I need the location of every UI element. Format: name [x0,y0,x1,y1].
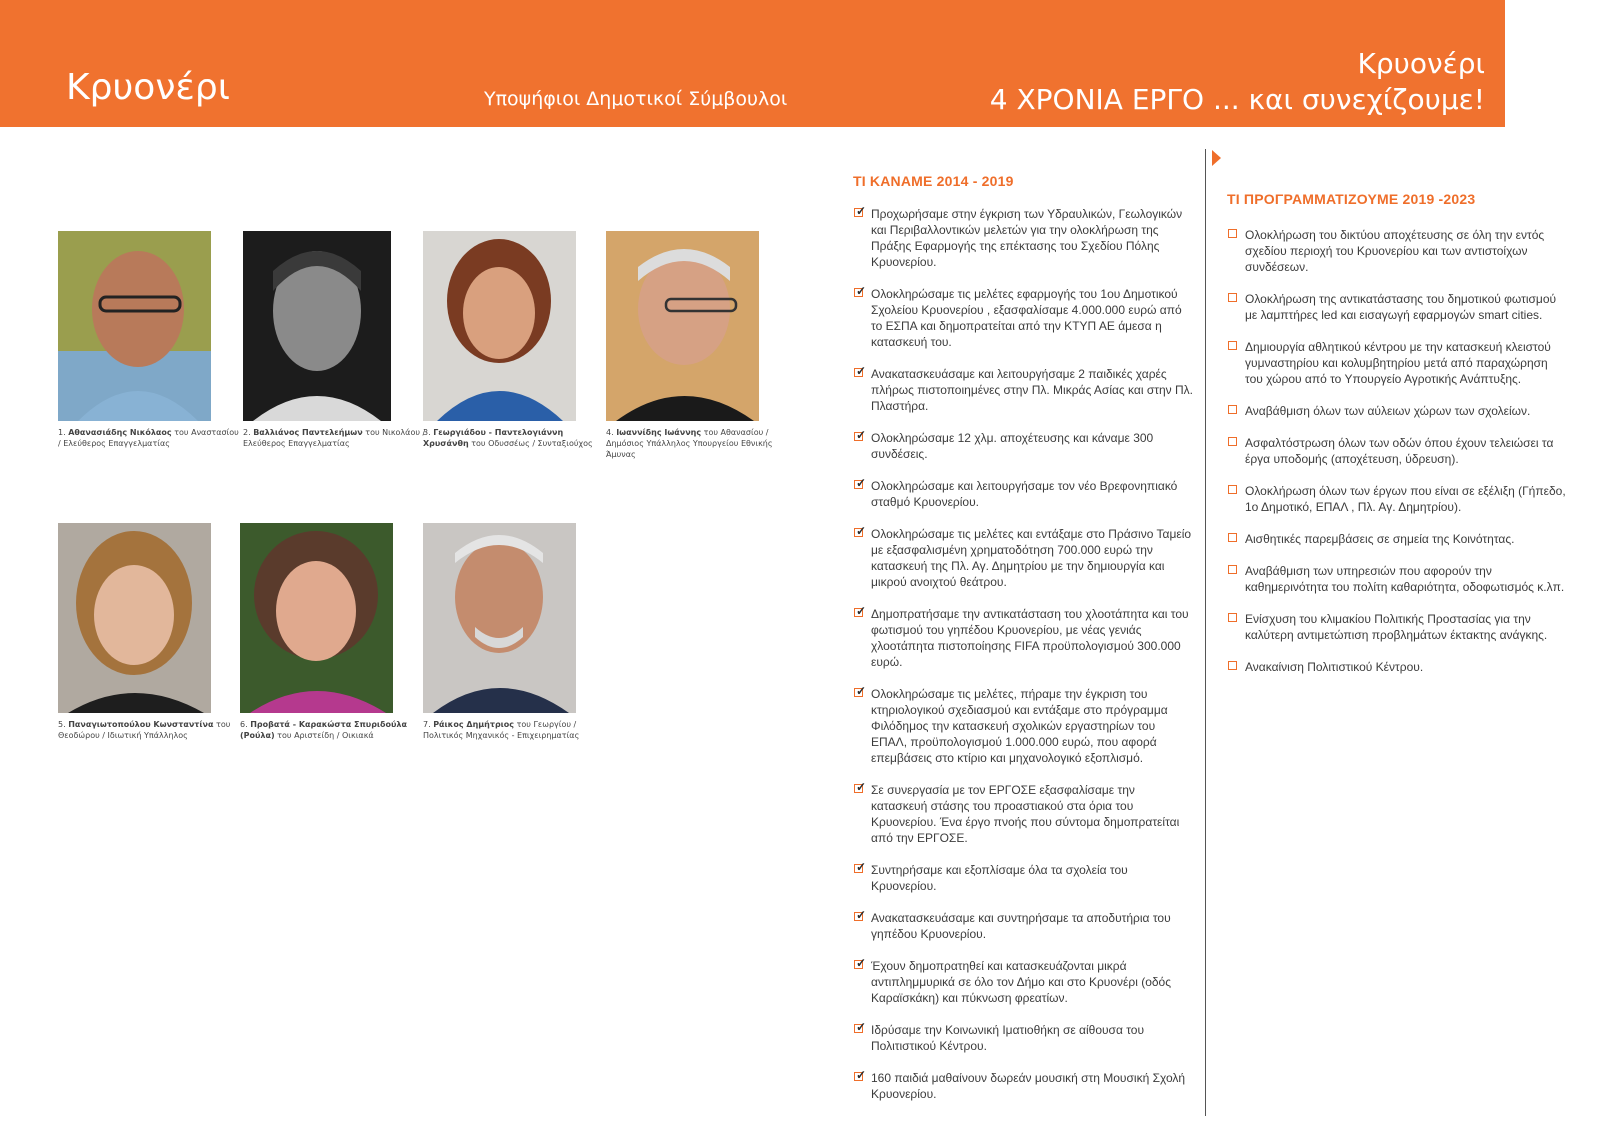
done-item-text: Ολοκληρώσαμε τις μελέτες εφαρμογής του 1ου Δημοτικού Σχολείου Κρυονερίου , εξασφαλίσαμε 4.000.000 ευρώ από το ΕΣΠΑ και δημοπρατείται από την ΚΤΥΠ ΑΕ άμεσα η κατασκευή του. [871,287,1182,349]
candidate-card [58,523,243,741]
done-item-text: Δημοπρατήσαμε την αντικατάσταση του χλοοτάπητα και του φωτισμού του γηπέδου Κρυονερίου, με νέας γενιάς χλοοτάπητα πιστοποίησης FIFA προϋπολογισμού 300.000 ευρώ. [871,607,1189,669]
done-list-item [854,478,1194,510]
header-subtitle: Υποψήφιοι Δημοτικοί Σύμβουλοι [484,88,788,110]
plan-list-item [1228,563,1568,595]
checkmark-icon: ✓ [856,524,867,538]
done-item-text: 160 παιδιά μαθαίνουν δωρεάν μουσική στη Μουσική Σχολή Κρυονερίου. [871,1071,1186,1101]
done-list-item [854,526,1194,590]
header-right-slogan: 4 ΧΡΟΝΙΑ ΕΡΓΟ ... και συνεχίζουμε! [989,83,1485,116]
done-list-item [854,1022,1194,1054]
plan-item-text: Δημιουργία αθλητικού κέντρου με την κατασκευή κλειστού γυμναστηρίου και κολυμβητηρίου μετά από παραχώρηση του χώρου από το Υπουργείο Αγροτικής Ανάπτυξης. [1245,340,1551,386]
checkmark-icon: ✓ [856,1020,867,1034]
plan-item-text: Ανακαίνιση Πολιτιστικού Κέντρου. [1245,660,1424,674]
arrow-right-icon [1212,150,1221,166]
checked-box-icon [854,428,867,442]
checkmark-icon: ✓ [856,780,867,794]
checked-box-icon [854,364,867,378]
header-banner [0,0,1505,127]
empty-box-icon [1228,661,1237,670]
done-list-item [854,862,1194,894]
checked-box-icon [854,604,867,618]
plan-list-item [1228,611,1568,643]
column-divider [1205,149,1206,1116]
done-list-item [854,686,1194,766]
plan-list-item [1228,403,1568,419]
candidate-card [243,231,428,449]
done-item-text: Συντηρήσαμε και εξοπλίσαμε όλα τα σχολεία του Κρυονερίου. [871,863,1128,893]
candidate-photo [423,231,576,421]
candidate-card [606,231,791,460]
done-list-item [854,1070,1194,1102]
checked-box-icon [854,860,867,874]
checkmark-icon: ✓ [856,364,867,378]
done-list-item [854,206,1194,270]
checkmark-icon: ✓ [856,204,867,218]
done-list-item [854,782,1194,846]
checked-box-icon [854,956,867,970]
checked-box-icon [854,1020,867,1034]
empty-box-icon [1228,485,1237,494]
plan-item-text: Αναβάθμιση όλων των αύλειων χώρων των σχολείων. [1245,404,1531,418]
plan-item-text: Ολοκλήρωση όλων των έργων που είναι σε εξέλιξη (Γήπεδο, 1ο Δημοτικό, ΕΠΑΛ , Πλ. Αγ. Δημητρίου). [1245,484,1566,514]
done-list-item [854,910,1194,942]
candidate-caption: 6. Προβατά - Καρακώστα Σπυριδούλα (Ρούλα) του Αριστείδη / Οικιακά [240,720,407,740]
plan-list-item [1228,435,1568,467]
empty-box-icon [1228,565,1237,574]
candidate-caption: 1. Αθανασιάδης Νικόλαος του Αναστασίου / Ελεύθερος Επαγγελματίας [58,428,239,448]
plan-item-text: Αισθητικές παρεμβάσεις σε σημεία της Κοινότητας. [1245,532,1515,546]
checked-box-icon [854,684,867,698]
done-item-text: Ανακατασκευάσαμε και συντηρήσαμε τα αποδυτήρια του γηπέδου Κρυονερίου. [871,911,1171,941]
candidate-photo [58,231,211,421]
plan-list-item [1228,339,1568,387]
checked-box-icon [854,524,867,538]
done-section-title: ΤΙ ΚΑΝΑΜΕ 2014 - 2019 [853,173,1014,189]
done-item-text: Έχουν δημοπρατηθεί και κατασκευάζονται μικρά αντιπλημμυρικά σε όλο τον Δήμο και στο Κρυονέρι (οδός Καραϊσκάκη) και πύκνωση φρεατίων. [871,959,1172,1005]
checkmark-icon: ✓ [856,684,867,698]
header-right-title: Κρυονέρι [1357,47,1485,80]
candidate-photo [240,523,393,713]
empty-box-icon [1228,341,1237,350]
candidate-caption: 5. Παναγιωτοπούλου Κωνσταντίνα του Θεοδώρου / Ιδιωτική Υπάλληλος [58,720,231,740]
done-item-text: Ανακατασκευάσαμε και λειτουργήσαμε 2 παιδικές χαρές πλήρως πιστοποιημένες στην Πλ. Μικράς Ασίας και στην Πλ. Πλαστήρα. [871,367,1193,413]
done-item-text: Ολοκληρώσαμε τις μελέτες και εντάξαμε στο Πράσινο Ταμείο με εξασφαλισμένη χρηματοδότηση 700.000 ευρώ την κατασκευή της Πλ. Αγ. Δημητρίου με την δημιουργία και μικρού ανοιχτού θεάτρου. [871,527,1192,589]
candidate-caption: 7. Ράικος Δημήτριος του Γεωργίου / Πολιτικός Μηχανικός - Επιχειρηματίας [423,720,580,740]
candidate-photo [606,231,759,421]
candidate-photo [243,231,391,421]
plan-section-title: ΤΙ ΠΡΟΓΡΑΜΜΑΤΙΖΟΥΜΕ 2019 -2023 [1227,191,1476,207]
checkmark-icon: ✓ [856,428,867,442]
checked-box-icon [854,204,867,218]
candidate-caption: 4. Ιωαννίδης Ιωάννης του Αθανασίου / Δημόσιος Υπάλληλος Υπουργείου Εθνικής Άμυνας [606,428,773,459]
done-item-text: Σε συνεργασία με τον ΕΡΓΟΣΕ εξασφαλίσαμε την κατασκευή στάσης του προαστιακού στα όρια του Κρυονερίου. Ένα έργο πνοής που σύντομα δημοπρατείται από την ΕΡΓΟΣΕ. [871,783,1180,845]
done-list-item [854,606,1194,670]
candidate-card [423,523,608,741]
checked-box-icon [854,908,867,922]
empty-box-icon [1228,229,1237,238]
plan-item-text: Αναβάθμιση των υπηρεσιών που αφορούν την καθημερινότητα του πολίτη καθαριότητα, οδοφωτισμός κ.λπ. [1245,564,1565,594]
candidate-photo [423,523,576,713]
plan-item-text: Ολοκλήρωση του δικτύου αποχέτευσης σε όλη την εντός σχεδίου περιοχή του Κρυονερίου και των αντιστοίχων συνδέσεων. [1245,228,1545,274]
checkmark-icon: ✓ [856,860,867,874]
done-item-text: Ολοκληρώσαμε τις μελέτες, πήραμε την έγκριση του κτηριολογικού σχεδιασμού και εντάξαμε στο πρόγραμμα Φιλόδημος την κατασκευή σχολικών εργαστηρίων του ΕΠΑΛ, προϋπολογισμού 1.000.000 ευρώ, που αφορά επεμβάσεις στο κτίριο και μηχανολογικό εξοπλισμό. [871,687,1168,765]
done-list-item [854,286,1194,350]
plan-list-item [1228,291,1568,323]
done-item-text: Ιδρύσαμε την Κοινωνική Ιματιοθήκη σε αίθουσα του Πολιτιστικού Κέντρου. [871,1023,1145,1053]
candidate-caption: 2. Βαλλιάνος Παντελεήμων του Νικολάου / Ελεύθερος Επαγγελματίας [243,428,426,448]
done-item-text: Ολοκληρώσαμε και λειτουργήσαμε τον νέο Βρεφονηπιακό σταθμό Κρυονερίου. [871,479,1178,509]
plan-list-item [1228,483,1568,515]
header-city: Κρυονέρι [66,67,230,108]
candidate-card [423,231,608,449]
checkmark-icon: ✓ [856,604,867,618]
checked-box-icon [854,476,867,490]
candidate-caption: 3. Γεωργιάδου - Παντελογιάννη Χρυσάνθη του Οδυσσέως / Συνταξιούχος [423,428,593,448]
done-item-text: Προχωρήσαμε στην έγκριση των Υδραυλικών, Γεωλογικών και Περιβαλλοντικών μελετών για την ολοκλήρωση της Πράξης Εφαρμογής της επέκτασης του Σχεδίου Πόλης Κρυονερίου. [871,207,1183,269]
checked-box-icon [854,780,867,794]
plan-list-item [1228,531,1568,547]
plan-list [1228,227,1568,691]
done-list-item [854,958,1194,1006]
plan-item-text: Ασφαλτόστρωση όλων των οδών όπου έχουν τελειώσει τα έργα υποδομής (αποχέτευση, ύδρευση). [1245,436,1554,466]
checkmark-icon: ✓ [856,956,867,970]
done-list-item [854,366,1194,414]
candidate-card [58,231,243,449]
plan-item-text: Ενίσχυση του κλιμακίου Πολιτικής Προστασίας για την καλύτερη αντιμετώπιση προβλημάτων έκτακτης ανάγκης. [1245,612,1548,642]
empty-box-icon [1228,613,1237,622]
done-list-item [854,430,1194,462]
checked-box-icon [854,1068,867,1082]
done-list [854,206,1194,1118]
checkmark-icon: ✓ [856,1068,867,1082]
empty-box-icon [1228,437,1237,446]
checked-box-icon [854,284,867,298]
empty-box-icon [1228,293,1237,302]
checkmark-icon: ✓ [856,908,867,922]
checkmark-icon: ✓ [856,476,867,490]
checkmark-icon: ✓ [856,284,867,298]
candidate-photo [58,523,211,713]
plan-item-text: Ολοκλήρωση της αντικατάστασης του δημοτικού φωτισμού με λαμπτήρες led και εισαγωγή εφαρμογών smart cities. [1245,292,1557,322]
done-item-text: Ολοκληρώσαμε 12 χλμ. αποχέτευσης και κάναμε 300 συνδέσεις. [871,431,1154,461]
empty-box-icon [1228,405,1237,414]
plan-list-item [1228,659,1568,675]
empty-box-icon [1228,533,1237,542]
plan-list-item [1228,227,1568,275]
candidate-card [240,523,425,741]
